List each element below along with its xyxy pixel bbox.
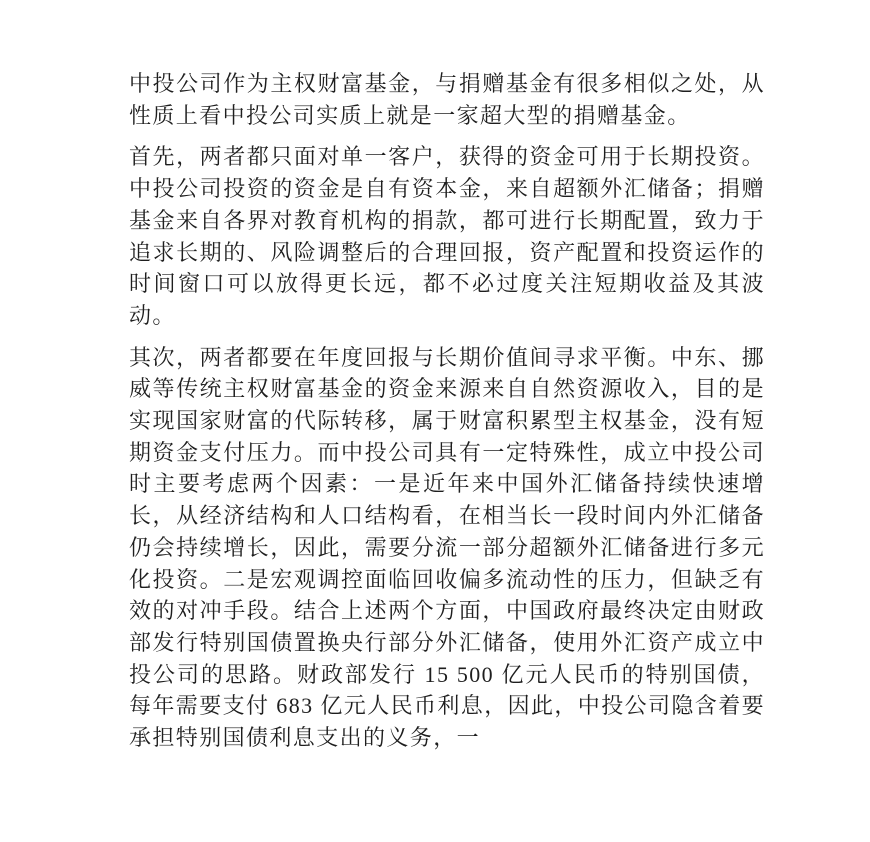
- paragraph-2: 首先，两者都只面对单一客户，获得的资金可用于长期投资。中投公司投资的资金是自有资本金，来自超额外汇储备；捐赠基金来自各界对教育机构的捐款，都可进行长期配置，致力于追求长期的、风险调整后的合理回报，资产配置和投资运作的时间窗口可以放得更长远，都不必过度关注短期收益及其波动。: [129, 144, 765, 328]
- paragraph-3: 其次，两者都要在年度回报与长期价值间寻求平衡。中东、挪威等传统主权财富基金的资金来源来自自然资源收入，目的是实现国家财富的代际转移，属于财富积累型主权基金，没有短期资金支付压力。而中投公司具有一定特殊性，成立中投公司时主要考虑两个因素：一是近年来中国外汇储备持续快速增长，从经济结构和人口结构看，在相当长一段时间内外汇储备仍会持续增长，因此，需要分流一部分超额外汇储备进行多元化投资。二是宏观调控面临回收偏多流动性的压力，但缺乏有效的对冲手段。结合上述两个方面，中国政府最终决定由财政部发行特别国债置换央行部分外汇储备，使用外汇资产成立中投公司的思路。财政部发行 15 500 亿元人民币的特别国债，每年需要支付 683 亿元人民币利息，因此，中投公司隐含着要承担特别国债利息支出的义务，一: [129, 344, 766, 751]
- paragraph-1: 中投公司作为主权财富基金，与捐赠基金有很多相似之处，从性质上看中投公司实质上就是一家超大型的捐赠基金。: [129, 71, 765, 128]
- text-content: [129, 68, 765, 754]
